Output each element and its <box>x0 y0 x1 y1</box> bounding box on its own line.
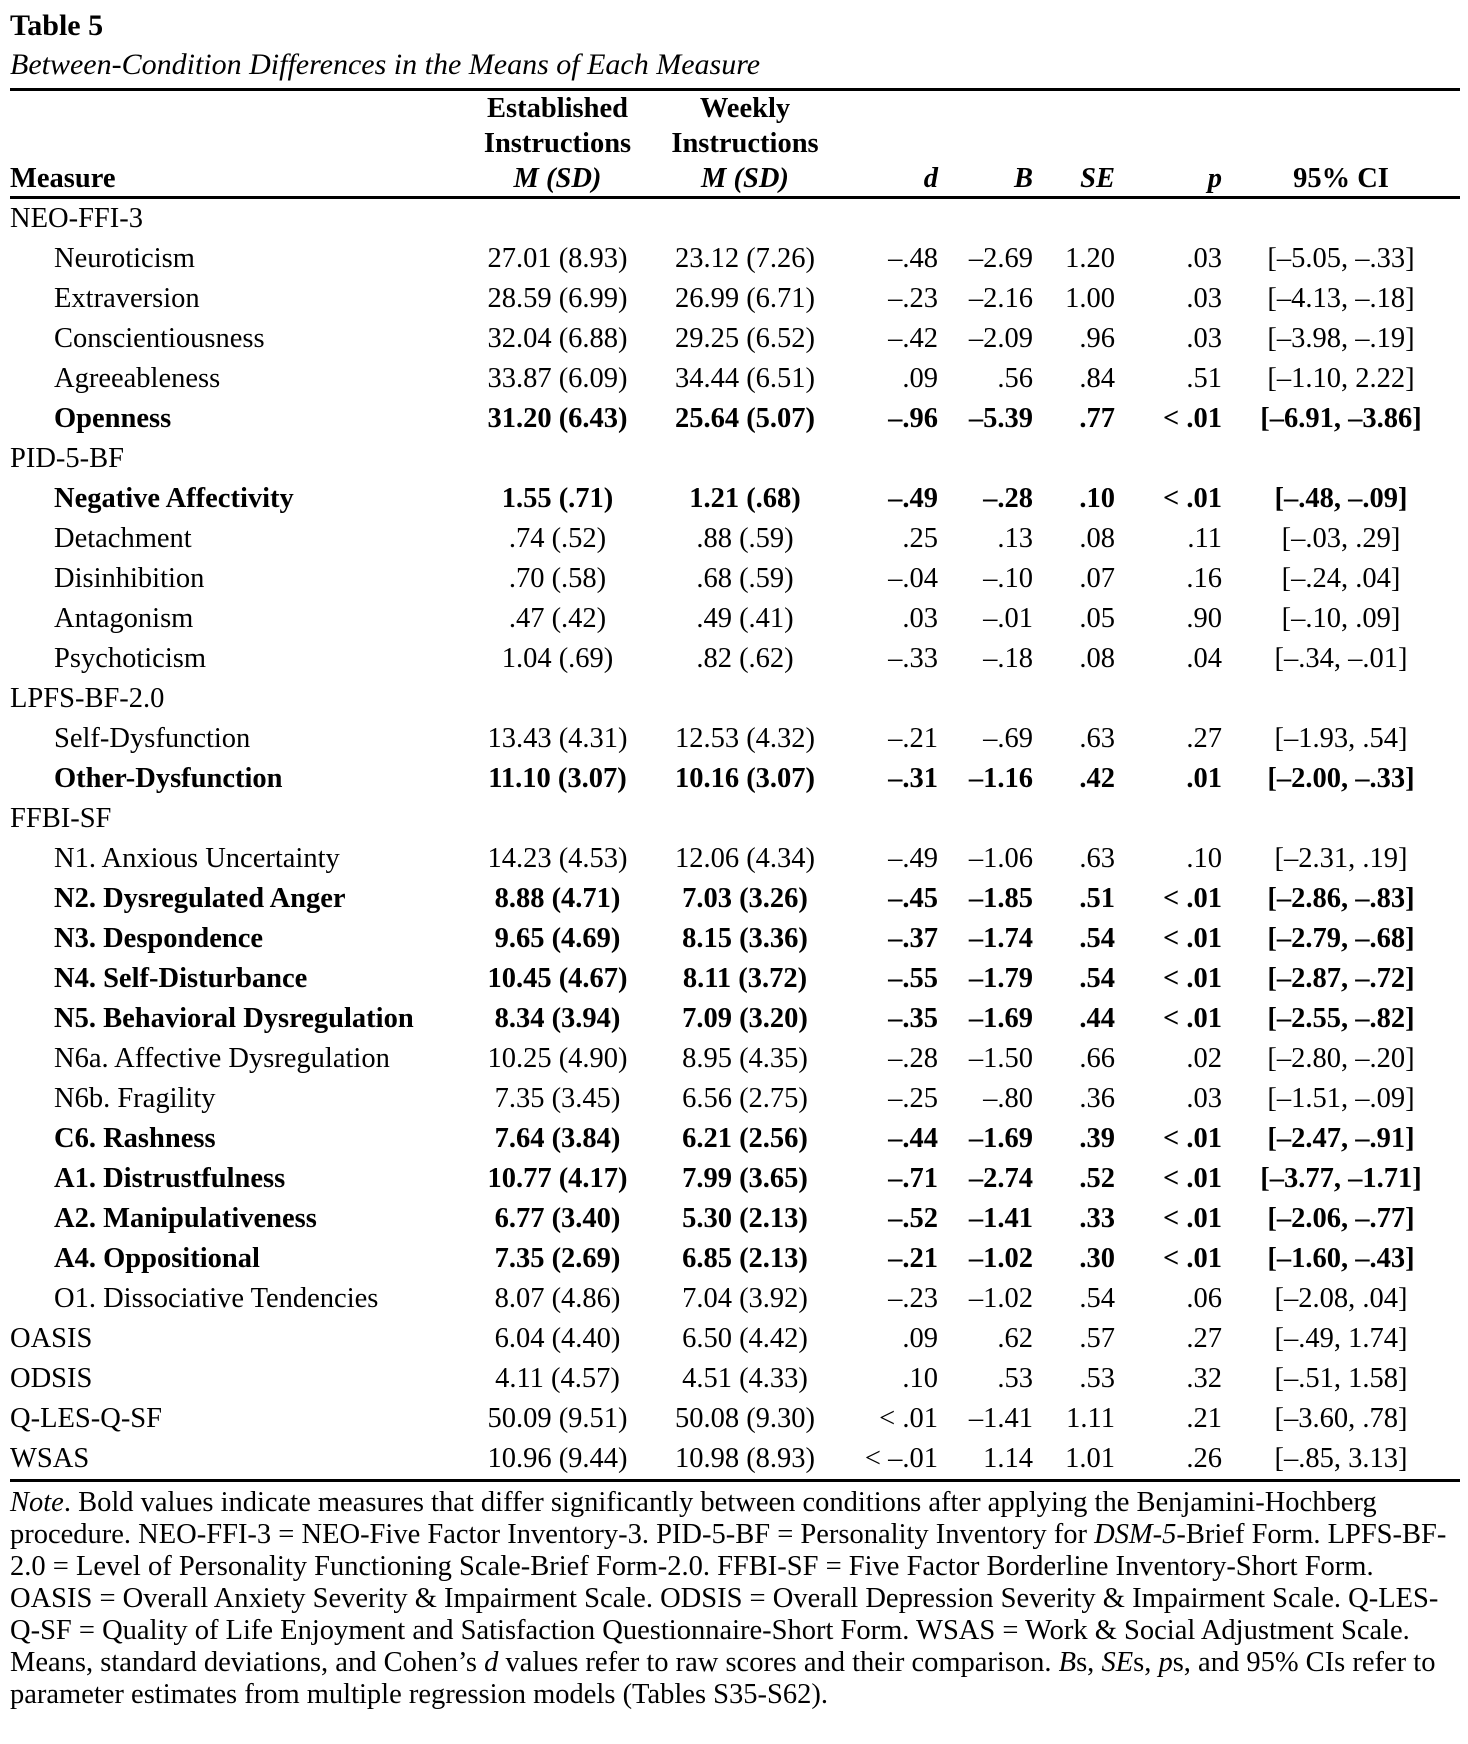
table-row <box>10 599 1460 639</box>
header-row <box>10 90 1460 198</box>
cohens-d-value: –.28 <box>888 1043 938 1074</box>
confidence-interval: [–2.86, –.83] <box>1267 883 1415 914</box>
weekly-mean-sd: 4.51 (4.33) <box>682 1363 808 1394</box>
b-estimate-value: –2.74 <box>968 1163 1033 1194</box>
table-row <box>10 1159 1460 1199</box>
table-row <box>10 319 1460 359</box>
standard-error-value: 1.11 <box>1066 1403 1115 1434</box>
measure-label: WSAS <box>10 1443 90 1474</box>
confidence-interval: [–.85, 3.13] <box>1274 1443 1408 1474</box>
measure-label: Extraversion <box>54 283 200 314</box>
standard-error-value: .51 <box>1079 883 1115 914</box>
measure-label: Other-Dysfunction <box>54 763 283 794</box>
cohens-d-value: < .01 <box>879 1403 938 1434</box>
note-italic-segment: p <box>1158 1647 1173 1678</box>
standard-error-value: .52 <box>1079 1163 1115 1194</box>
p-value: < .01 <box>1163 923 1222 954</box>
established-line2: Instructions <box>483 128 632 159</box>
p-value: .11 <box>1187 523 1222 554</box>
cohens-d-value: –.04 <box>888 563 938 594</box>
section-label: FFBI-SF <box>10 803 112 834</box>
cohens-d-value: –.71 <box>888 1163 938 1194</box>
p-value: .16 <box>1186 563 1222 594</box>
table-row <box>10 1239 1460 1279</box>
table-row <box>10 1279 1460 1319</box>
standard-error-value: .54 <box>1079 1283 1115 1314</box>
weekly-mean-sd: 5.30 (2.13) <box>682 1203 808 1234</box>
cohens-d-value: –.35 <box>888 1003 938 1034</box>
weekly-line2: Instructions <box>671 128 819 159</box>
established-mean-sd: 33.87 (6.09) <box>487 363 628 394</box>
standard-error-value: .39 <box>1079 1123 1115 1154</box>
standard-error-value: .33 <box>1079 1203 1115 1234</box>
cohens-d-value: –.21 <box>888 1243 938 1274</box>
p-value: .03 <box>1186 243 1222 274</box>
p-value: < .01 <box>1163 963 1222 994</box>
table-row <box>10 999 1460 1039</box>
column-header-ci: 95% CI <box>1222 90 1460 198</box>
standard-error-value: .07 <box>1079 563 1115 594</box>
measure-label: N3. Despondence <box>54 923 264 954</box>
p-value: .26 <box>1186 1443 1222 1474</box>
weekly-mean-sd: 8.95 (4.35) <box>682 1043 808 1074</box>
column-header-d: d <box>840 90 938 198</box>
cohens-d-value: –.25 <box>888 1083 938 1114</box>
b-estimate-value: –.01 <box>983 603 1033 634</box>
b-estimate-value: –2.69 <box>968 243 1033 274</box>
table-row <box>10 1039 1460 1079</box>
weekly-mean-sd: 6.50 (4.42) <box>682 1323 808 1354</box>
established-mean-sd: 7.35 (3.45) <box>494 1083 621 1114</box>
b-estimate-value: –.80 <box>983 1083 1033 1114</box>
confidence-interval: [–.10, .09] <box>1281 603 1401 634</box>
weekly-mean-sd: 7.03 (3.26) <box>682 883 808 914</box>
column-header-established <box>465 90 650 198</box>
statistics-table <box>10 88 1460 1482</box>
b-estimate-value: –.10 <box>983 563 1033 594</box>
b-estimate-value: –1.02 <box>968 1283 1033 1314</box>
p-value: .06 <box>1186 1283 1222 1314</box>
standard-error-value: .63 <box>1079 843 1115 874</box>
established-mean-sd: 10.25 (4.90) <box>487 1043 628 1074</box>
established-mean-sd: 10.96 (9.44) <box>487 1443 628 1474</box>
note-segment: s, and 95% CIs refer to parameter estimates from multiple regression models (Tables S35-S62). <box>10 1647 1436 1710</box>
confidence-interval: [–2.00, –.33] <box>1267 763 1415 794</box>
b-estimate-value: 1.14 <box>983 1443 1033 1474</box>
p-value: .27 <box>1186 723 1222 754</box>
note-segment: -Brief Form. LPFS-BF-2.0 = Level of Personality Functioning Scale-Brief Form-2.0. FFBI-SF = Five Factor Borderline Inventory-Short Form. OASIS = Overall Anxiety Severity & Impairment Scale. ODSIS = Overall Depression Severity & Impairment Scale. Q-LES-Q-SF = Quality of Life Enjoyment and Satisfaction Questionnaire-Short Form. WSAS = Work & Social Adjustment Scale. Means, standard deviations, and Cohen’s <box>10 1519 1447 1678</box>
b-estimate-value: –.18 <box>983 643 1033 674</box>
section-row <box>10 1359 1460 1399</box>
measure-label: N2. Dysregulated Anger <box>54 883 346 914</box>
b-estimate-value: –1.41 <box>968 1403 1033 1434</box>
weekly-mean-sd: .88 (.59) <box>696 523 794 554</box>
note-segment: . Bold values indicate measures that differ significantly between conditions after applying the Benjamini-Hochberg procedure. NEO-FFI-3 = NEO-Five Factor Inventory-3. PID-5-BF = Personality Inventory for <box>10 1487 1377 1550</box>
measure-label: C6. Rashness <box>54 1123 216 1154</box>
standard-error-value: 1.20 <box>1065 243 1115 274</box>
table-row <box>10 279 1460 319</box>
confidence-interval: [–5.05, –.33] <box>1267 243 1415 274</box>
weekly-mean-sd: 6.85 (2.13) <box>682 1243 808 1274</box>
confidence-interval: [–2.79, –.68] <box>1267 923 1415 954</box>
standard-error-value: .84 <box>1079 363 1115 394</box>
weekly-mean-sd: 25.64 (5.07) <box>674 403 816 434</box>
b-estimate-value: –1.85 <box>968 883 1033 914</box>
p-value: .51 <box>1186 363 1222 394</box>
cohens-d-value: –.31 <box>888 763 938 794</box>
established-mean-sd: 13.43 (4.31) <box>487 723 628 754</box>
p-value: < .01 <box>1163 403 1222 434</box>
cohens-d-value: –.21 <box>888 723 938 754</box>
table-body <box>10 198 1460 1481</box>
p-value: .01 <box>1186 763 1222 794</box>
cohens-d-value: –.33 <box>888 643 938 674</box>
p-value: < .01 <box>1163 483 1222 514</box>
b-estimate-value: –1.41 <box>968 1203 1033 1234</box>
measure-label: Q-LES-Q-SF <box>10 1403 163 1434</box>
established-mean-sd: 8.88 (4.71) <box>494 883 621 914</box>
measure-label: N1. Anxious Uncertainty <box>54 843 340 874</box>
table-row <box>10 839 1460 879</box>
note-italic-segment: B <box>1058 1647 1077 1678</box>
weekly-mean-sd: .49 (.41) <box>696 603 794 634</box>
section-label: PID-5-BF <box>10 443 125 474</box>
cohens-d-value: –.48 <box>888 243 938 274</box>
measure-label: N5. Behavioral Dysregulation <box>54 1003 414 1034</box>
p-value: .10 <box>1186 843 1222 874</box>
table-row <box>10 479 1460 519</box>
weekly-mean-sd: 26.99 (6.71) <box>674 283 816 314</box>
standard-error-value: .66 <box>1079 1043 1115 1074</box>
table-row <box>10 1079 1460 1119</box>
weekly-mean-sd: .82 (.62) <box>696 643 794 674</box>
weekly-mean-sd: 10.16 (3.07) <box>674 763 816 794</box>
empty-cells <box>465 198 1460 240</box>
section-row <box>10 1439 1460 1481</box>
established-mean-sd: 9.65 (4.69) <box>494 923 621 954</box>
confidence-interval: [–.03, .29] <box>1281 523 1401 554</box>
table-row <box>10 1199 1460 1239</box>
cohens-d-value: –.23 <box>888 283 938 314</box>
measure-label: A2. Manipulativeness <box>54 1203 317 1234</box>
b-estimate-value: –.69 <box>983 723 1033 754</box>
established-mean-sd: 8.07 (4.86) <box>494 1283 621 1314</box>
confidence-interval: [–.48, –.09] <box>1274 483 1408 514</box>
established-msd-header: M (SD) <box>513 163 602 194</box>
measure-label: A1. Distrustfulness <box>54 1163 286 1194</box>
note-segment: values refer to raw scores and their comparison. <box>498 1647 1059 1678</box>
weekly-mean-sd: 10.98 (8.93) <box>674 1443 816 1474</box>
p-value: .02 <box>1186 1043 1222 1074</box>
section-label: NEO-FFI-3 <box>10 203 143 234</box>
p-value: .03 <box>1186 323 1222 354</box>
confidence-interval: [–.49, 1.74] <box>1274 1323 1408 1354</box>
table-row <box>10 359 1460 399</box>
b-estimate-value: –2.09 <box>968 323 1033 354</box>
weekly-mean-sd: 12.53 (4.32) <box>674 723 816 754</box>
measure-label: Disinhibition <box>54 563 205 594</box>
established-mean-sd: 4.11 (4.57) <box>495 1363 620 1394</box>
measure-label: A4. Oppositional <box>54 1243 260 1274</box>
section-row <box>10 799 1460 839</box>
measure-label: Psychoticism <box>54 643 207 674</box>
weekly-mean-sd: 6.21 (2.56) <box>682 1123 808 1154</box>
confidence-interval: [–2.87, –.72] <box>1267 963 1415 994</box>
established-mean-sd: 27.01 (8.93) <box>487 243 628 274</box>
table-row <box>10 559 1460 599</box>
table-row <box>10 239 1460 279</box>
measure-label: Self-Dysfunction <box>54 723 251 754</box>
cohens-d-value: –.23 <box>888 1283 938 1314</box>
established-mean-sd: 50.09 (9.51) <box>487 1403 628 1434</box>
established-mean-sd: .70 (.58) <box>508 563 607 594</box>
standard-error-value: .08 <box>1079 643 1115 674</box>
empty-cells <box>465 799 1460 839</box>
confidence-interval: [–3.77, –1.71] <box>1260 1163 1422 1194</box>
note-italic-segment: SE <box>1101 1647 1134 1678</box>
established-mean-sd: 6.77 (3.40) <box>494 1203 621 1234</box>
confidence-interval: [–2.47, –.91] <box>1267 1123 1415 1154</box>
confidence-interval: [–4.13, –.18] <box>1267 283 1415 314</box>
measure-label: Negative Affectivity <box>54 483 294 514</box>
standard-error-value: .08 <box>1079 523 1115 554</box>
p-value: < .01 <box>1163 1203 1222 1234</box>
measure-label: ODSIS <box>10 1363 93 1394</box>
standard-error-value: 1.00 <box>1065 283 1115 314</box>
column-header-measure: Measure <box>10 90 465 198</box>
b-estimate-value: .62 <box>997 1323 1033 1354</box>
standard-error-value: .54 <box>1079 923 1115 954</box>
established-mean-sd: 1.55 (.71) <box>501 483 614 514</box>
weekly-msd-header: M (SD) <box>701 163 789 194</box>
b-estimate-value: –1.02 <box>968 1243 1033 1274</box>
weekly-mean-sd: 12.06 (4.34) <box>674 843 816 874</box>
cohens-d-value: –.37 <box>888 923 938 954</box>
table-number: Table 5 <box>10 9 104 42</box>
cohens-d-value: .09 <box>902 363 938 394</box>
cohens-d-value: –.96 <box>888 403 938 434</box>
table-row <box>10 879 1460 919</box>
confidence-interval: [–1.51, –.09] <box>1267 1083 1415 1114</box>
measure-label: N6a. Affective Dysregulation <box>54 1043 390 1074</box>
section-label: LPFS-BF-2.0 <box>10 683 165 714</box>
column-header-weekly <box>650 90 840 198</box>
p-value: .27 <box>1186 1323 1222 1354</box>
measure-label: Openness <box>54 403 172 434</box>
table-header <box>10 90 1460 198</box>
confidence-interval: [–3.98, –.19] <box>1267 323 1415 354</box>
standard-error-value: .42 <box>1079 763 1115 794</box>
measure-label: N6b. Fragility <box>54 1083 216 1114</box>
b-estimate-value: .56 <box>997 363 1033 394</box>
p-value: < .01 <box>1163 1123 1222 1154</box>
standard-error-value: .53 <box>1079 1363 1115 1394</box>
standard-error-value: .54 <box>1079 963 1115 994</box>
confidence-interval: [–2.31, .19] <box>1274 843 1408 874</box>
standard-error-value: .77 <box>1079 403 1115 434</box>
note-italic-segment: DSM-5 <box>1094 1519 1177 1550</box>
note-italic-segment: Note <box>10 1487 64 1518</box>
table-row <box>10 719 1460 759</box>
empty-cells <box>465 439 1460 479</box>
p-value: .03 <box>1186 283 1222 314</box>
weekly-mean-sd: .68 (.59) <box>696 563 794 594</box>
cohens-d-value: –.55 <box>888 963 938 994</box>
section-row <box>10 679 1460 719</box>
confidence-interval: [–.51, 1.58] <box>1274 1363 1408 1394</box>
established-mean-sd: 8.34 (3.94) <box>494 1003 621 1034</box>
cohens-d-value: –.42 <box>888 323 938 354</box>
standard-error-value: .44 <box>1079 1003 1115 1034</box>
weekly-mean-sd: 34.44 (6.51) <box>674 363 816 394</box>
established-mean-sd: .47 (.42) <box>508 603 607 634</box>
established-mean-sd: .74 (.52) <box>508 523 607 554</box>
p-value: < .01 <box>1163 1003 1222 1034</box>
b-estimate-value: –1.69 <box>968 1003 1033 1034</box>
p-value: .90 <box>1186 603 1222 634</box>
established-mean-sd: 32.04 (6.88) <box>487 323 628 354</box>
established-mean-sd: 10.45 (4.67) <box>487 963 628 994</box>
cohens-d-value: .03 <box>902 603 938 634</box>
cohens-d-value: < –.01 <box>864 1443 938 1474</box>
standard-error-value: .96 <box>1079 323 1115 354</box>
standard-error-value: .05 <box>1079 603 1115 634</box>
b-estimate-value: –1.06 <box>968 843 1033 874</box>
confidence-interval: [–3.60, .78] <box>1274 1403 1408 1434</box>
p-value: < .01 <box>1163 883 1222 914</box>
b-estimate-value: –1.74 <box>968 923 1033 954</box>
measure-label: Agreeableness <box>54 363 221 394</box>
confidence-interval: [–1.10, 2.22] <box>1267 363 1415 394</box>
established-line1: Established <box>487 93 628 124</box>
established-mean-sd: 14.23 (4.53) <box>487 843 628 874</box>
p-value: .03 <box>1186 1083 1222 1114</box>
b-estimate-value: –1.79 <box>968 963 1033 994</box>
table-row <box>10 399 1460 439</box>
established-mean-sd: 7.64 (3.84) <box>494 1123 621 1154</box>
weekly-mean-sd: 29.25 (6.52) <box>674 323 816 354</box>
standard-error-value: .57 <box>1079 1323 1115 1354</box>
p-value: < .01 <box>1163 1243 1222 1274</box>
established-mean-sd: 11.10 (3.07) <box>488 763 627 794</box>
table-row <box>10 1119 1460 1159</box>
cohens-d-value: –.49 <box>888 483 938 514</box>
table-row <box>10 759 1460 799</box>
table-row <box>10 919 1460 959</box>
cohens-d-value: .09 <box>902 1323 938 1354</box>
confidence-interval: [–6.91, –3.86] <box>1260 403 1422 434</box>
measure-label: Antagonism <box>54 603 194 634</box>
measure-label: Neuroticism <box>54 243 195 274</box>
confidence-interval: [–2.80, –.20] <box>1267 1043 1415 1074</box>
confidence-interval: [–2.55, –.82] <box>1267 1003 1415 1034</box>
confidence-interval: [–2.08, .04] <box>1274 1283 1408 1314</box>
empty-cells <box>465 679 1460 719</box>
confidence-interval: [–.24, .04] <box>1281 563 1401 594</box>
table-note <box>10 1487 1462 1711</box>
standard-error-value: 1.01 <box>1065 1443 1115 1474</box>
established-mean-sd: 31.20 (6.43) <box>487 403 628 434</box>
cohens-d-value: –.45 <box>888 883 938 914</box>
b-estimate-value: –.28 <box>983 483 1033 514</box>
section-row <box>10 439 1460 479</box>
weekly-mean-sd: 1.21 (.68) <box>689 483 801 514</box>
standard-error-value: .10 <box>1079 483 1115 514</box>
table-row <box>10 639 1460 679</box>
column-header-p: p <box>1115 90 1222 198</box>
p-value: .21 <box>1186 1403 1222 1434</box>
established-mean-sd: 1.04 (.69) <box>501 643 614 674</box>
measure-label: O1. Dissociative Tendencies <box>54 1283 379 1314</box>
section-row <box>10 1399 1460 1439</box>
weekly-mean-sd: 8.15 (3.36) <box>682 923 808 954</box>
b-estimate-value: –1.50 <box>968 1043 1033 1074</box>
cohens-d-value: .10 <box>902 1363 938 1394</box>
measure-label: N4. Self-Disturbance <box>54 963 308 994</box>
weekly-mean-sd: 6.56 (2.75) <box>682 1083 808 1114</box>
measure-label: Conscientiousness <box>54 323 265 354</box>
weekly-mean-sd: 7.09 (3.20) <box>682 1003 808 1034</box>
note-segment: s, <box>1133 1647 1159 1678</box>
section-row <box>10 198 1460 240</box>
cohens-d-value: .25 <box>902 523 938 554</box>
confidence-interval: [–.34, –.01] <box>1274 643 1408 674</box>
b-estimate-value: –1.16 <box>968 763 1033 794</box>
established-mean-sd: 6.04 (4.40) <box>494 1323 621 1354</box>
established-mean-sd: 10.77 (4.17) <box>487 1163 628 1194</box>
table-row <box>10 519 1460 559</box>
weekly-mean-sd: 8.11 (3.72) <box>682 963 808 994</box>
b-estimate-value: .53 <box>997 1363 1033 1394</box>
b-estimate-value: .13 <box>997 523 1033 554</box>
confidence-interval: [–1.60, –.43] <box>1267 1243 1415 1274</box>
b-estimate-value: –1.69 <box>968 1123 1033 1154</box>
column-header-b: B <box>938 90 1033 198</box>
section-row <box>10 1319 1460 1359</box>
note-segment: s, <box>1076 1647 1102 1678</box>
established-mean-sd: 28.59 (6.99) <box>487 283 628 314</box>
weekly-mean-sd: 23.12 (7.26) <box>674 243 816 274</box>
measure-label: OASIS <box>10 1323 93 1354</box>
p-value: < .01 <box>1163 1163 1222 1194</box>
table-row <box>10 959 1460 999</box>
confidence-interval: [–1.93, .54] <box>1274 723 1408 754</box>
cohens-d-value: –.49 <box>888 843 938 874</box>
standard-error-value: .30 <box>1079 1243 1115 1274</box>
p-value: .04 <box>1186 643 1222 674</box>
standard-error-value: .63 <box>1079 723 1115 754</box>
confidence-interval: [–2.06, –.77] <box>1267 1203 1415 1234</box>
established-mean-sd: 7.35 (2.69) <box>494 1243 621 1274</box>
standard-error-value: .36 <box>1079 1083 1115 1114</box>
cohens-d-value: –.44 <box>888 1123 938 1154</box>
cohens-d-value: –.52 <box>888 1203 938 1234</box>
weekly-mean-sd: 7.99 (3.65) <box>682 1163 808 1194</box>
measure-label: Detachment <box>54 523 192 554</box>
column-header-se: SE <box>1033 90 1115 198</box>
note-italic-segment: d <box>484 1647 499 1678</box>
table-title: Between-Condition Differences in the Means of Each Measure <box>10 48 761 81</box>
weekly-mean-sd: 7.04 (3.92) <box>682 1283 808 1314</box>
b-estimate-value: –5.39 <box>968 403 1033 434</box>
weekly-mean-sd: 50.08 (9.30) <box>674 1403 816 1434</box>
weekly-line1: Weekly <box>699 93 791 124</box>
p-value: .32 <box>1186 1363 1222 1394</box>
b-estimate-value: –2.16 <box>968 283 1033 314</box>
